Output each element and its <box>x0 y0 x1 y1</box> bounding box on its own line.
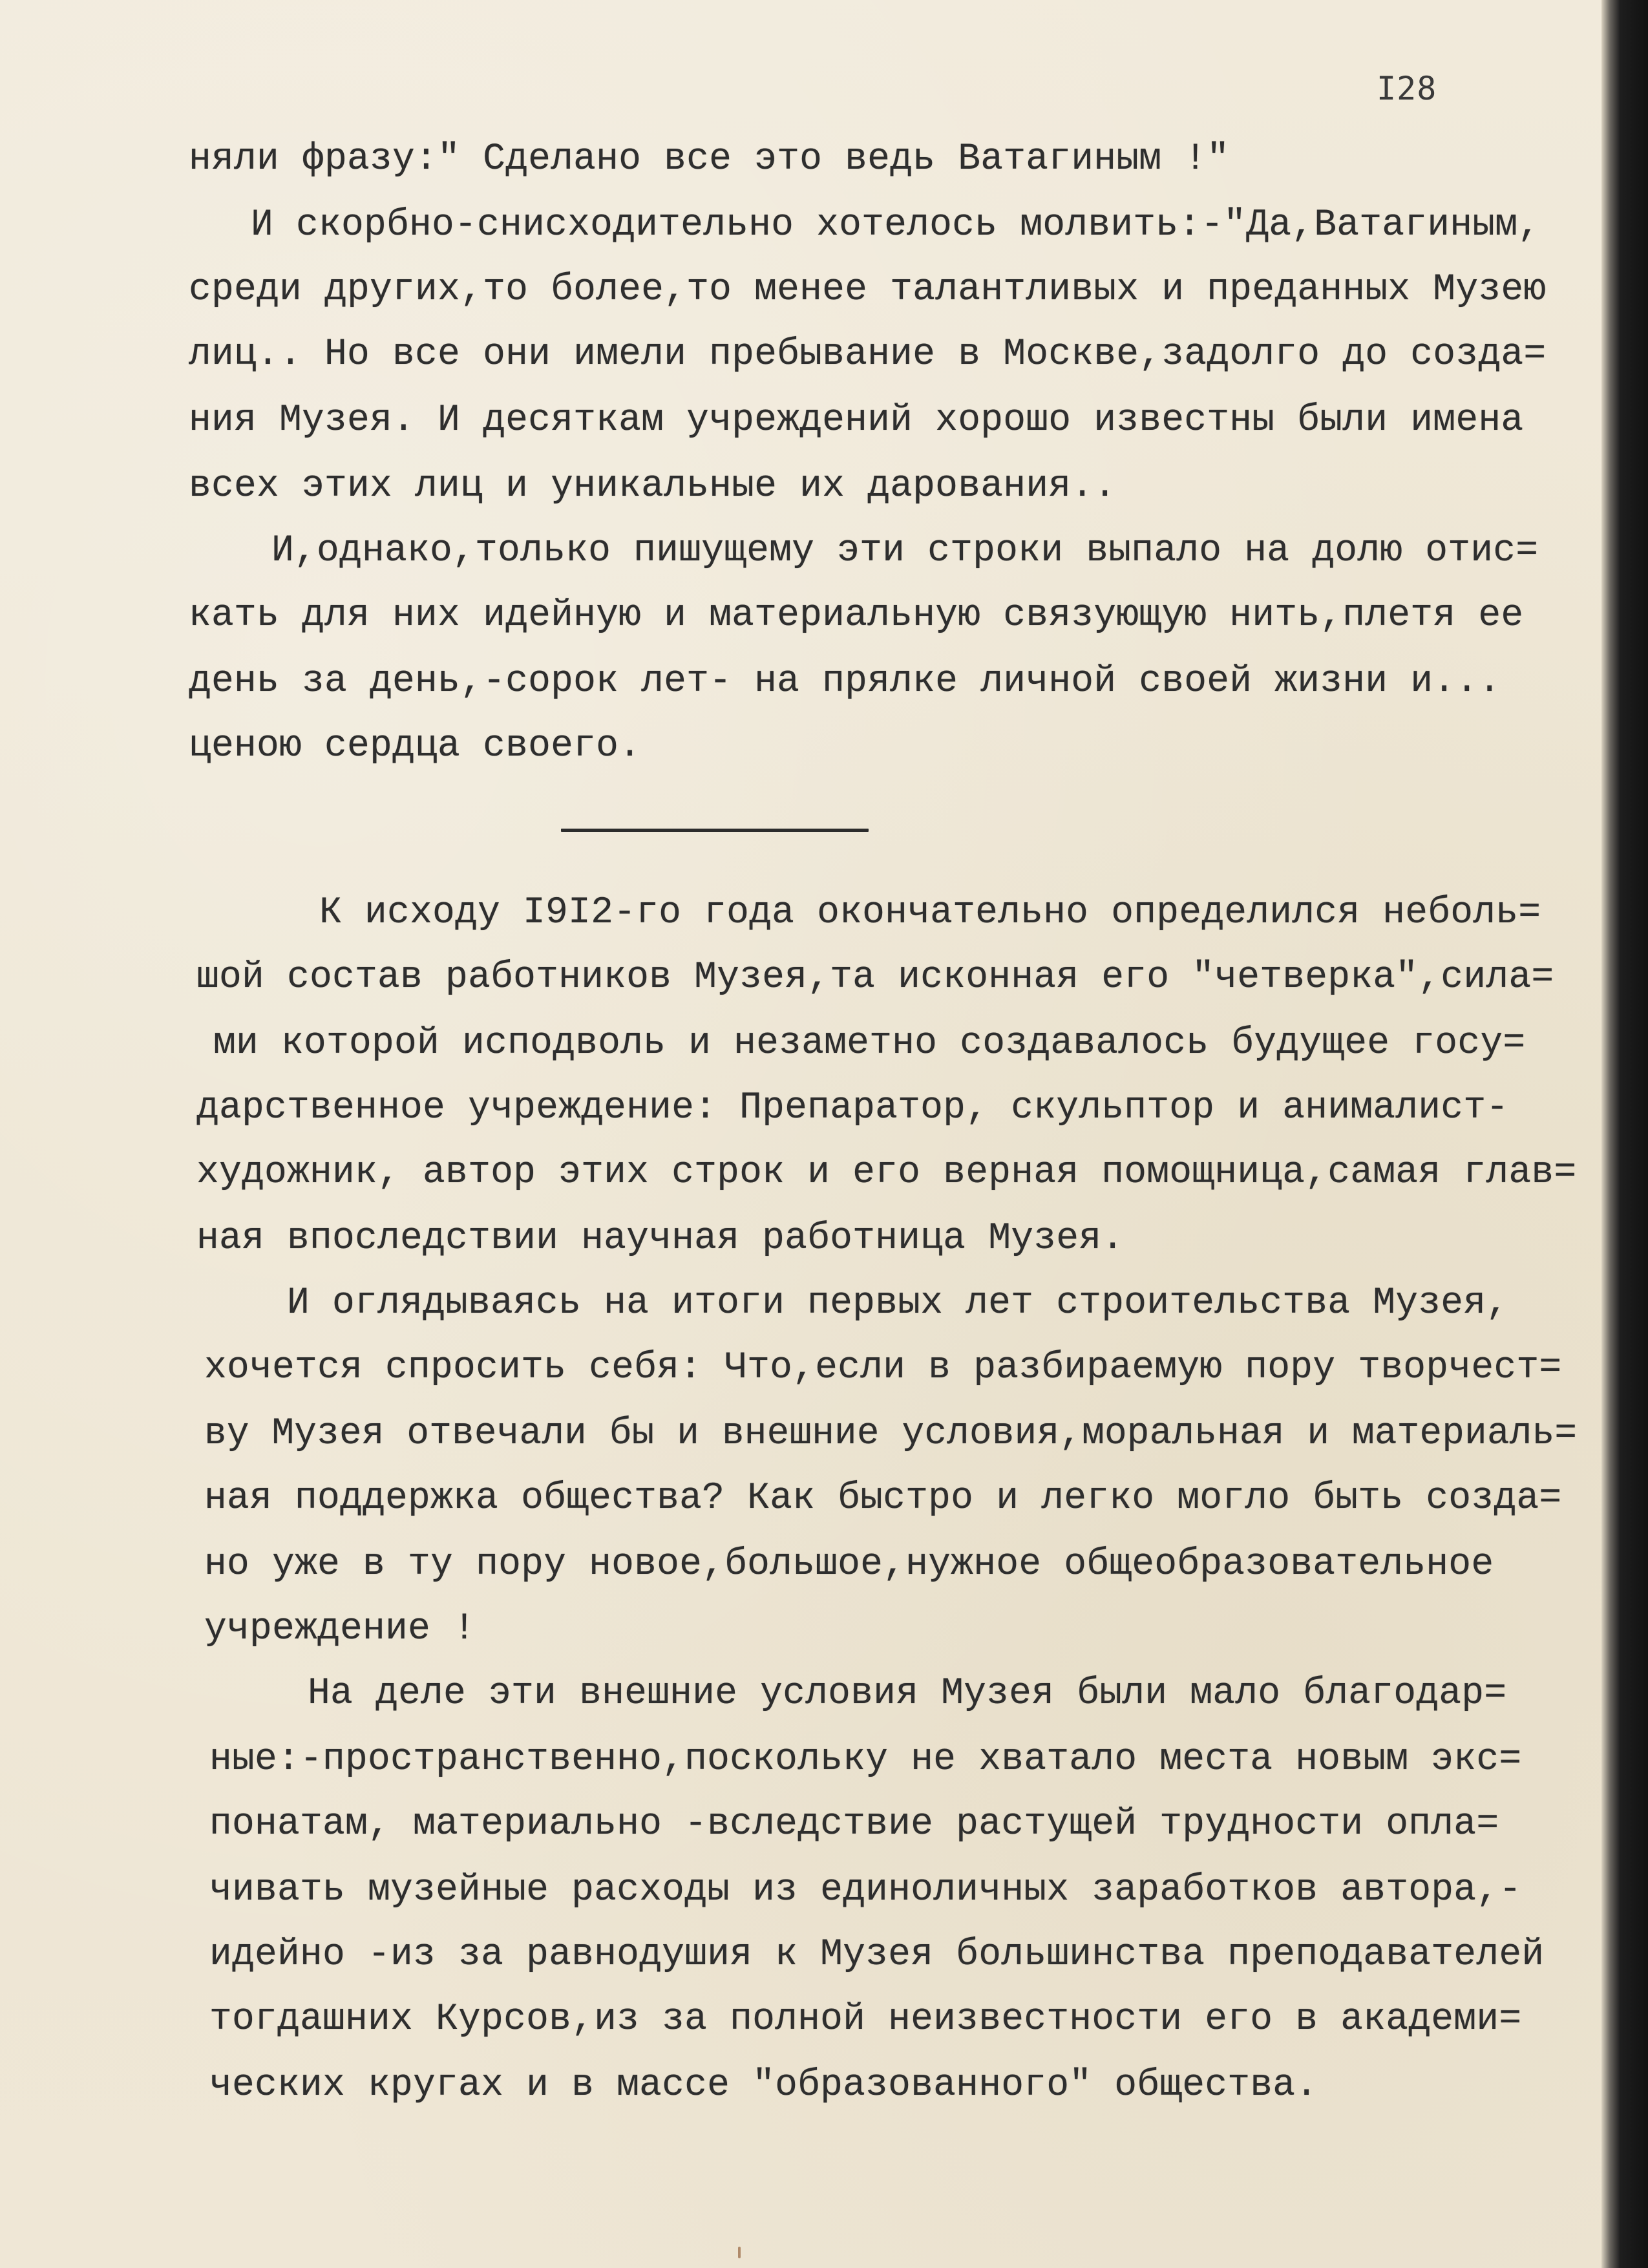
text-line: ная впоследствии научная работница Музея. <box>196 1218 1125 1260</box>
text-line: ческих кругах и в массе "образованного" общества. <box>209 2064 1318 2106</box>
text-line: идейно -из за равнодушия к Музея большинства преподавателей <box>209 1934 1545 1976</box>
text-line: хочется спросить себя: Что,если в разбираемую пору творчест= <box>204 1347 1562 1389</box>
text-line: учреждение ! <box>204 1608 476 1650</box>
section-divider <box>561 829 869 832</box>
text-line: кать для них идейную и материальную связующую нить,плетя ее <box>189 595 1524 637</box>
text-line: тогдашних Курсов,из за полной неизвестности его в академи= <box>209 1998 1522 2040</box>
text-line: ми которой исподволь и незаметно создавалось будущее госу= <box>213 1023 1526 1065</box>
text-line: но уже в ту пору новое,большое,нужное общеобразовательное <box>204 1543 1494 1585</box>
text-line: ценою сердца своего. <box>189 725 642 767</box>
text-line: ные:-пространственно,поскольку не хватало места новым экс= <box>209 1739 1522 1781</box>
text-line: чивать музейные расходы из единоличных заработков автора,- <box>209 1869 1522 1911</box>
text-line: дарственное учреждение: Препаратор, скульптор и анималист- <box>196 1087 1509 1129</box>
page-number: I28 <box>1377 70 1437 107</box>
text-line: день за день,-сорок лет- на прялке личной своей жизни и... <box>189 661 1501 703</box>
text-line: шой состав работников Музея,та исконная его "четверка",сила= <box>196 957 1554 999</box>
text-line: всех этих лиц и уникальные их дарования.. <box>189 465 1117 507</box>
text-line: И оглядываясь на итоги первых лет строительства Музея, <box>287 1282 1509 1324</box>
text-line: среди других,то более,то менее талантливых и преданных Музею <box>189 269 1547 311</box>
text-line: И скорбно-снисходительно хотелось молвить:-"Да,Ватагиным, <box>251 204 1541 246</box>
text-line: На деле эти внешние условия Музея были мало благодар= <box>308 1673 1507 1715</box>
text-line: няли фразу:" Сделано все это ведь Ватагиным !" <box>189 138 1230 180</box>
scan-background-edge <box>1601 0 1648 2268</box>
text-line: художник, автор этих строк и его верная помощница,самая глав= <box>196 1152 1577 1194</box>
text-line: понатам, материально -вследствие растущей трудности опла= <box>209 1803 1499 1845</box>
text-line: К исходу I9I2-го года окончательно определился неболь= <box>319 892 1541 934</box>
text-line: ву Музея отвечали бы и внешние условия,моральная и материаль= <box>204 1413 1578 1455</box>
paper-mark <box>738 2247 741 2258</box>
text-line: ния Музея. И десяткам учреждений хорошо известны были имена <box>189 399 1524 441</box>
text-line: лиц.. Но все они имели пребывание в Москве,задолго до созда= <box>189 334 1547 376</box>
text-line: И,однако,только пишущему эти строки выпало на долю отис= <box>271 530 1539 572</box>
text-line: ная поддержка общества? Как быстро и легко могло быть созда= <box>204 1478 1562 1520</box>
